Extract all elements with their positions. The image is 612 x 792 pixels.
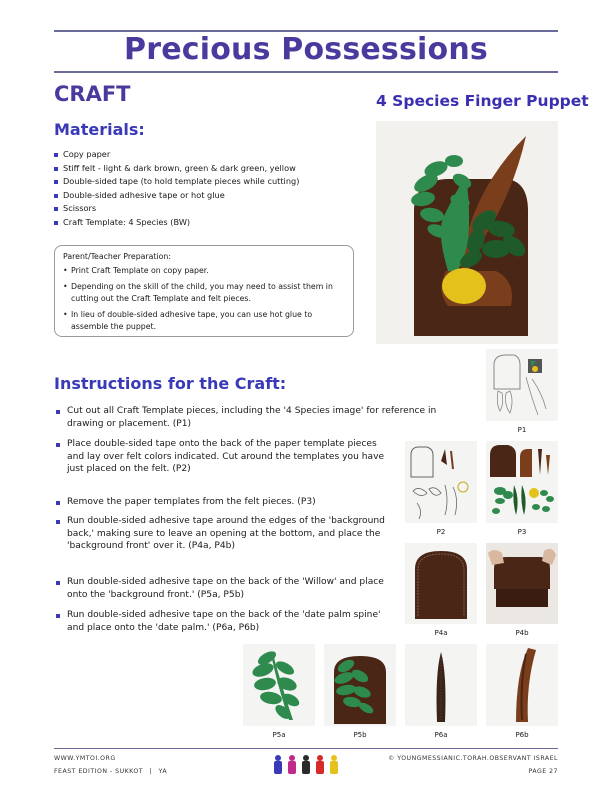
list-item: Craft Template: 4 Species (BW) — [54, 216, 354, 230]
list-item: Copy paper — [54, 148, 354, 162]
materials-list — [54, 148, 354, 230]
list-item: Run double-sided adhesive tape on the back of the 'Willow' and place onto the 'background front.' (P5a, P5b) — [54, 576, 385, 601]
footer-website: WWW.YMTOI.ORG — [54, 755, 116, 762]
footer-rule — [54, 748, 558, 749]
footer-divider: | — [149, 768, 153, 775]
caption-p6b: P6b — [515, 731, 529, 739]
caption-p4b: P4b — [515, 629, 529, 637]
caption-p5a: P5a — [272, 731, 286, 739]
photo-p4b — [486, 543, 558, 624]
prep-heading: Parent/Teacher Preparation: — [63, 252, 171, 261]
list-item: • In lieu of double-sided adhesive tape, you can use hot glue to assemble the puppet. — [63, 309, 345, 334]
section-label: CRAFT — [54, 82, 131, 106]
list-item: Double-sided tape (to hold template pieces while cutting) — [54, 175, 354, 189]
caption-p1: P1 — [517, 426, 527, 434]
kids-logo — [270, 752, 346, 776]
puppet-illustration — [376, 121, 558, 344]
caption-p2: P2 — [436, 528, 446, 536]
list-item: Remove the paper templates from the felt pieces. (P3) — [54, 496, 385, 509]
footer-edition — [54, 768, 167, 775]
photo-p2 — [405, 441, 477, 523]
edition-label: FEAST EDITION - SUKKOT — [54, 768, 144, 775]
list-item: Run double-sided adhesive tape on the back of the 'date palm spine' and place onto the 'date palm.' (P6a, P6b) — [54, 609, 385, 634]
prep-box — [54, 245, 354, 337]
photo-p6b — [486, 644, 558, 726]
list-item: Cut out all Craft Template pieces, including the '4 Species image' for reference in drawing or placement. (P1) — [54, 405, 442, 430]
list-item: • Print Craft Template on copy paper. — [63, 265, 345, 277]
materials-heading: Materials: — [54, 120, 145, 139]
puppet-photo — [376, 121, 558, 344]
list-item: • Depending on the skill of the child, you may need to assist them in cutting out the Craft Template and felt pieces. — [63, 281, 345, 306]
title-rule — [54, 71, 558, 73]
photo-p6a — [405, 644, 477, 726]
list-item: Double-sided adhesive tape or hot glue — [54, 189, 354, 203]
edition-code: YA — [158, 768, 168, 775]
caption-p3: P3 — [517, 528, 527, 536]
caption-p6a: P6a — [434, 731, 448, 739]
list-item: Stiff felt - light & dark brown, green & dark green, yellow — [54, 162, 354, 176]
photo-p5b — [324, 644, 396, 726]
photo-p1 — [486, 349, 558, 421]
photo-p5a — [243, 644, 315, 726]
page-title: Precious Possessions — [124, 32, 488, 67]
photo-p4a — [405, 543, 477, 624]
footer-copyright: © YOUNGMESSIANIC.TORAH.OBSERVANT ISRAEL — [388, 755, 558, 762]
caption-p4a: P4a — [434, 629, 448, 637]
list-item: Run double-sided adhesive tape around the edges of the 'background back,' making sure to leave an opening at the bottom, and place the 'background front' over it. (P4a, P4b) — [54, 515, 385, 553]
page-number: PAGE 27 — [528, 768, 558, 775]
list-item: Place double-sided tape onto the back of the paper template pieces and lay over felt colors indicated. Cut around the templates you have just placed on the felt. (P2) — [54, 438, 385, 476]
puppet-title: 4 Species Finger Puppet — [376, 92, 589, 110]
caption-p5b: P5b — [353, 731, 367, 739]
list-item: Scissors — [54, 202, 354, 216]
instructions-heading: Instructions for the Craft: — [54, 374, 287, 393]
photo-p3 — [486, 441, 558, 523]
